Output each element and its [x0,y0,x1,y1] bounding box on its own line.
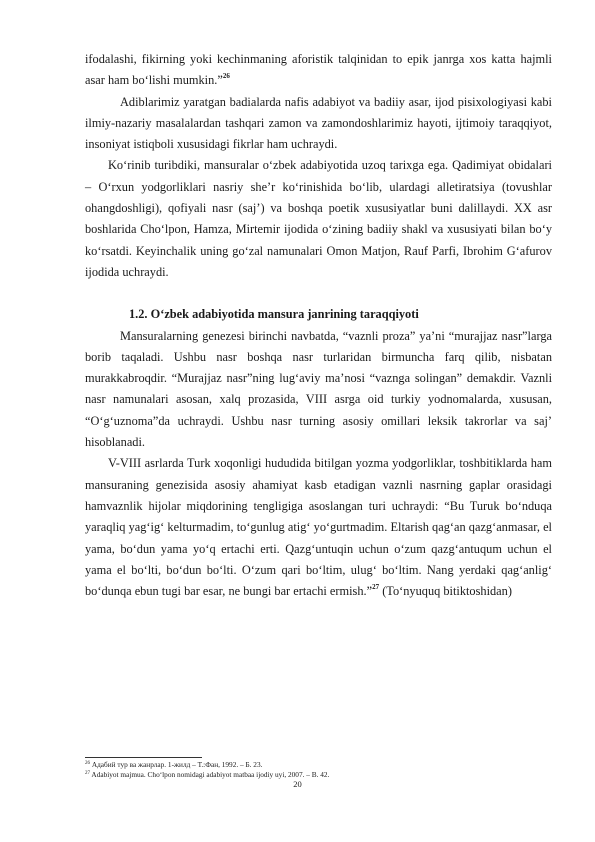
footnote-26 [85,760,552,770]
paragraph-text: ifodalashi, fikirning yoki kechinmaning aforistik talqinidan to epik janrga xos katta hajmli asar ham bo‘lishi mumkin.” [85,52,552,88]
footnote-ref-27: 27 [372,583,380,592]
footnote-divider [85,757,202,758]
footnote-number: 26 [85,761,90,766]
paragraph-adiblarimiz: Adiblarimiz yaratgan badialarda nafis adabiyot va badiiy asar, ijod pisixologiyasi kabi ilmiy-nazariy masalalardan tashqari zamon va zamondoshlarimiz hayoti, ijtimoiy taraqqiyot, insoniyat istiqboli xususidagi fikrlar ham uchraydi. [85,94,552,152]
source-note: (To‘nyuquq bitiktoshidan) [382,584,512,599]
body-text [85,49,552,602]
paragraph-continued [85,49,552,92]
paragraph-mansuralarning: Mansuralarning genezesi birinchi navbatda, “vaznli proza” ya’ni “murajjaz nasr”larga borib taqaladi. Ushbu nasr boshqa nasr turlaridan birmuncha farq qilib, nisbatan murakkabroqdir. “Murajjaz nasr”ning lug‘aviy ma’nosi “vaznga solingan” demakdir. Vaznli nasr namunalari asosan, xalq prozasida, VIII asrga oid turkiy yodnomalarda, xususan, “O‘g‘uznoma”da uchraydi. Ushbu nasr turning asosiy omillari leksik takrorlar va saj’ hisoblanadi. [85,328,552,450]
footnote-number: 27 [85,771,90,776]
footnote-text: Адабий тур ва жанрлар. 1-жилд – Т.:Фан, 1992. – Б. 23. [91,760,263,769]
footnote-ref-26: 26 [222,72,230,81]
paragraph-korinib: Ko‘rinib turibdiki, mansuralar o‘zbek adabiyotida uzoq tarixga ega. Qadimiyat obidalari – O‘rxun yodgorliklari nasriy she’r ko‘rinishida bo‘lib, ulardagi alletiratsiya (tovushlar ohangdoshligi), qofiyali nasr (saj’) va boshqa poetik xususiyatlar buni dalillaydi. XX asr boshlarida Cho‘lpon, Hamza, Mirtemir ijodida o‘zining badiiy shakl va xususiyati bilan bo‘y ko‘rsatdi. Keyinchalik uning go‘zal namunalari Omon Matjon, Rauf Parfi, Ibrohim G‘afurov ijodida uchraydi. [85,158,552,279]
footnote-text: Adabiyot majmua. Cho‘lpon nomidagi adabiyot matbaa ijodiy uyi, 2007. – B. 42. [91,770,330,779]
paragraph-v-viii [85,453,552,602]
section-heading: 1.2. O‘zbek adabiyotida mansura janrining taraqqiyoti [129,307,419,322]
page-number: 20 [293,779,302,789]
paragraph-text: V-VIII asrlarda Turk xoqonligi hududida bitilgan yozma yodgorliklar, toshbitiklarda ham mansuraning genezisida asosiy ahamiyat kasb etadigan vaznli nasrning gaplar orasidagi hamvaznlik hijolar miqdorining tengligiga asoslangan turi uchraydi: “Bu Turuk bo‘nduqa yaraqliq yag‘ig‘ kelturmadim, to‘gunlug atig‘ yo‘gurtmadim. Eltarish qag‘an qazg‘anmasar, el yama, bo‘dun yama yo‘q ertachi erti. Qazg‘untuqin uchun o‘zum qazg‘antuqum uchun el yama el bo‘lti, bo‘dun bo‘lti. O‘zum qari bo‘ltim, ulug‘ bo‘ltim. Nang yerdaki qag‘anlig‘ bo‘dunqa ebun tugi bar esar, ne bungi bar ertachi ermish.” [85,456,552,599]
footnotes [85,757,552,780]
